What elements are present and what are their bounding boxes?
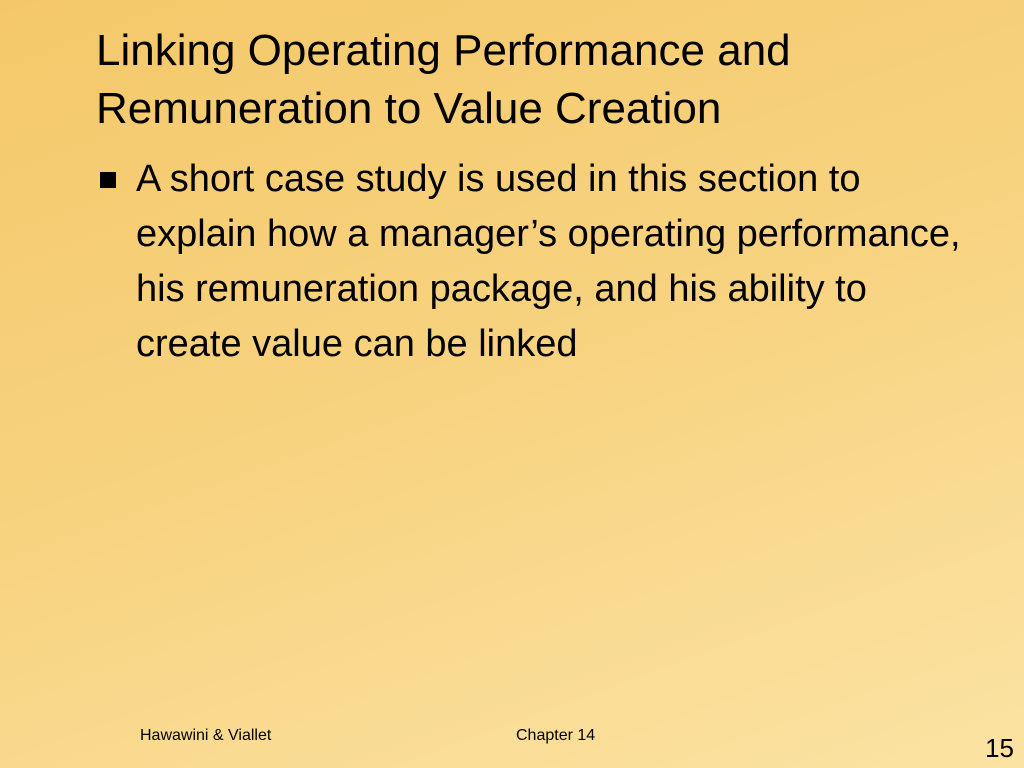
bullet-item: [96, 152, 976, 372]
bullet-text: A short case study is used in this section to explain how a manager’s operating performance, his remuneration package, and his ability to create value can be linked: [136, 158, 961, 365]
slide-title: Linking Operating Performance and Remuneration to Value Creation: [96, 26, 791, 133]
slide-number: 15: [985, 733, 1014, 763]
footer-chapter: Chapter 14: [516, 727, 596, 744]
square-bullet-icon: [100, 172, 116, 188]
footer-authors: Hawawini & Viallet: [140, 727, 272, 744]
bullet-list: [96, 152, 976, 372]
